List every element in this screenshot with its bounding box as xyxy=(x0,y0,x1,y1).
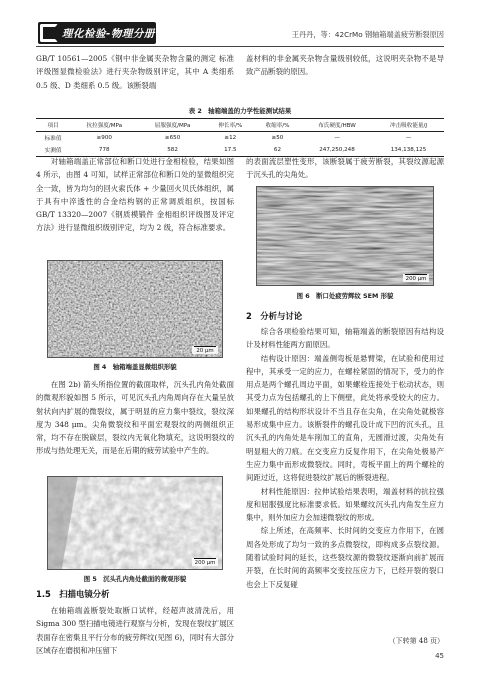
paragraph: 盖材料的非金属夹杂物含量级别较低，这说明夹杂物不是导致产品断裂的原因。 xyxy=(246,54,444,77)
table-cell: 实测值 xyxy=(44,148,62,154)
table-header-row xyxy=(36,119,444,132)
right-paragraph-1 xyxy=(246,155,444,182)
table-header-cell: 项目 xyxy=(47,123,59,129)
paragraph: 对轴箱端盖正常部位和断口处进行金相检验，结果如图 4 所示，由图 4 可知，试样正常部位和断口处的显微组织完全一致，皆为均匀的回火索氏体 + 少量回火贝氏体组织，属于具有中淬透性的合金结构钢的正常调质组织，按国标 GB/T 13320—2007《钢质模锻件 金相组织评级图及评定方法》进行显微组织级别评定，均为 2 级，符合标准要求。 xyxy=(36,157,234,233)
table-cell: 247,250,248 xyxy=(319,147,355,153)
table-cell: — xyxy=(334,135,340,141)
table-cell: 62 xyxy=(273,147,282,153)
section-1-5-heading: 1.5 扫描电镜分析 xyxy=(36,589,110,599)
table-header-cell: 屈服强度/MPa xyxy=(154,123,191,129)
table-row xyxy=(36,132,444,145)
header-rule xyxy=(36,46,444,47)
figure4-caption: 图 4 轴箱端盖显微组织形貌 xyxy=(93,363,177,371)
figure6-image xyxy=(257,187,433,285)
table-cell: 134,138,125 xyxy=(390,147,427,153)
paragraph: 综上所述，在高频率、长时间的交变应力作用下，在圆周各处形成了均匀一致的多点微裂纹，即构成多点裂纹源。随着试验时间的延长，这些裂纹源的微裂纹逐渐向前扩展而开裂，在长时间的高频率交变拉压应力下，已经开裂的裂口也会上下反复碰 xyxy=(246,526,444,589)
table-cell: ≥12 xyxy=(224,135,237,141)
figure4-scale-bar: 20 μm xyxy=(192,346,218,354)
paragraph: GB/T 10561—2005《钢中非金属夹杂物含量的测定 标准评级图显微检验法》进行夹杂物级别评定，其中 A 类细系 0.5 级、D 类细系 0.5 级。该断裂端 xyxy=(36,54,234,90)
table-cell: 778 xyxy=(98,147,110,153)
paragraph: 在图 2b) 箭头所指位置的截面取样，沉头孔内角处截面的微观形貌如图 5 所示，可见沉头孔内角周向存在大量呈放射状向内扩展的微裂纹，属于明显的应力集中裂纹，裂纹深度为 348 μm。尖角微裂纹和平面宏观裂纹的两侧组织正常，均不存在脱碳层，裂纹内无氧化物填充，这说明裂纹的形成与热处理无关，而是在后期的疲劳试验中产生的。 xyxy=(36,380,234,456)
figure6-caption: 图 6 断口处疲劳辉纹 SEM 形貌 xyxy=(296,292,394,300)
continued-note: （下转第 48 页） xyxy=(388,637,444,645)
table-cell: ≥900 xyxy=(96,135,112,141)
table-cell: ≥50 xyxy=(271,135,284,141)
figure5-image xyxy=(48,477,222,569)
journal-logo xyxy=(38,22,156,44)
paragraph: 综合各项检验结果可知，轴箱端盖的断裂原因有结构设计及材料性能两方面原因。 xyxy=(246,327,444,350)
paragraph: 的表面流层塑性变形，该断裂属于疲劳断裂，其裂纹源起源于沉头孔的尖角处。 xyxy=(246,157,444,180)
figure4-image xyxy=(48,261,222,357)
right-paragraphs xyxy=(246,325,444,591)
right-column-top xyxy=(246,52,444,79)
figure5-micrograph xyxy=(47,476,223,570)
figure6-scale-bar: 200 μm xyxy=(403,274,429,282)
figure5-scale-bar: 200 μm xyxy=(192,558,218,566)
page-header xyxy=(0,0,480,50)
table-cell: 标准值 xyxy=(44,136,62,142)
left-paragraph-1 xyxy=(36,155,234,235)
logo-mark-icon xyxy=(40,24,58,42)
table2 xyxy=(36,118,444,157)
running-title: 王丹丹，等：42CrMo 钢轴箱端盖疲劳断裂原因 xyxy=(291,30,444,39)
table-cell: ≥650 xyxy=(164,135,181,141)
table-header-cell: 冲击吸收能量/J xyxy=(389,123,428,129)
paragraph: 结构设计原因：端盖侧弯板是悬臂梁，在试验和使用过程中，其承受一定的应力，在螺栓紧固的情况下，受力的作用点是两个螺孔周边平面，如果螺栓连接处于松动状态，则其受力点为包括螺孔的上下侧壁，此处将承受较大的应力。如果螺孔的结构形状设计不当且存在尖角，在尖角处就极容易形成集中应力。该断裂件的螺孔设计成下凹的沉头孔，且沉头孔的内角处是车削加工的直角，无圆滑过渡，尖角处有明显粗大的刀痕。在交变应力反复作用下，在尖角处极易产生应力集中而形成微裂纹。同时，弯板平面上的两个螺栓的间距过近，这将促进裂纹扩展后的断裂进程。 xyxy=(246,353,444,483)
table-cell: 582 xyxy=(167,147,178,153)
left-column-top xyxy=(36,52,234,92)
journal-logo-text: 理化检验-物理分册 xyxy=(62,28,155,40)
left-paragraph-2 xyxy=(36,378,234,458)
section-2-heading: 2 分析与讨论 xyxy=(246,311,303,321)
table-header-cell: 布氏硬度/HBW xyxy=(318,123,356,129)
figure4-micrograph xyxy=(47,260,223,358)
paragraph: 材料性能原因：拉伸试验结果表明，端盖材料的抗拉强度和屈服强度比标准要求低。如果螺纹沉头孔内角发生应力集中，则外加应力会加速微裂纹的形成。 xyxy=(246,486,444,523)
figure6-sem-image xyxy=(256,186,434,286)
paragraph: 在轴箱端盖断裂处取断口试样，经超声波清洗后，用 Sigma 300 型扫描电镜进行观察与分析，发现在裂纹扩展区表面存在密集且平行分布的疲劳辉纹(见图 6)，同时有大部分区域存在磨损和冲压留下 xyxy=(36,606,234,655)
table2-caption: 表 2 轴箱端盖的力学性能测试结果 xyxy=(188,107,292,115)
page-number: 45 xyxy=(435,652,444,660)
table-header-cell: 抗拉强度/MPa xyxy=(86,123,123,129)
left-paragraph-3 xyxy=(36,604,234,657)
figure5-caption: 图 5 沉头孔内角处截面的微观形貌 xyxy=(83,575,187,583)
table-header-cell: 收缩率/% xyxy=(265,123,290,129)
table-cell: — xyxy=(405,135,412,141)
table-cell: 17.5 xyxy=(224,147,237,153)
table-header-cell: 伸长率/% xyxy=(218,123,243,129)
